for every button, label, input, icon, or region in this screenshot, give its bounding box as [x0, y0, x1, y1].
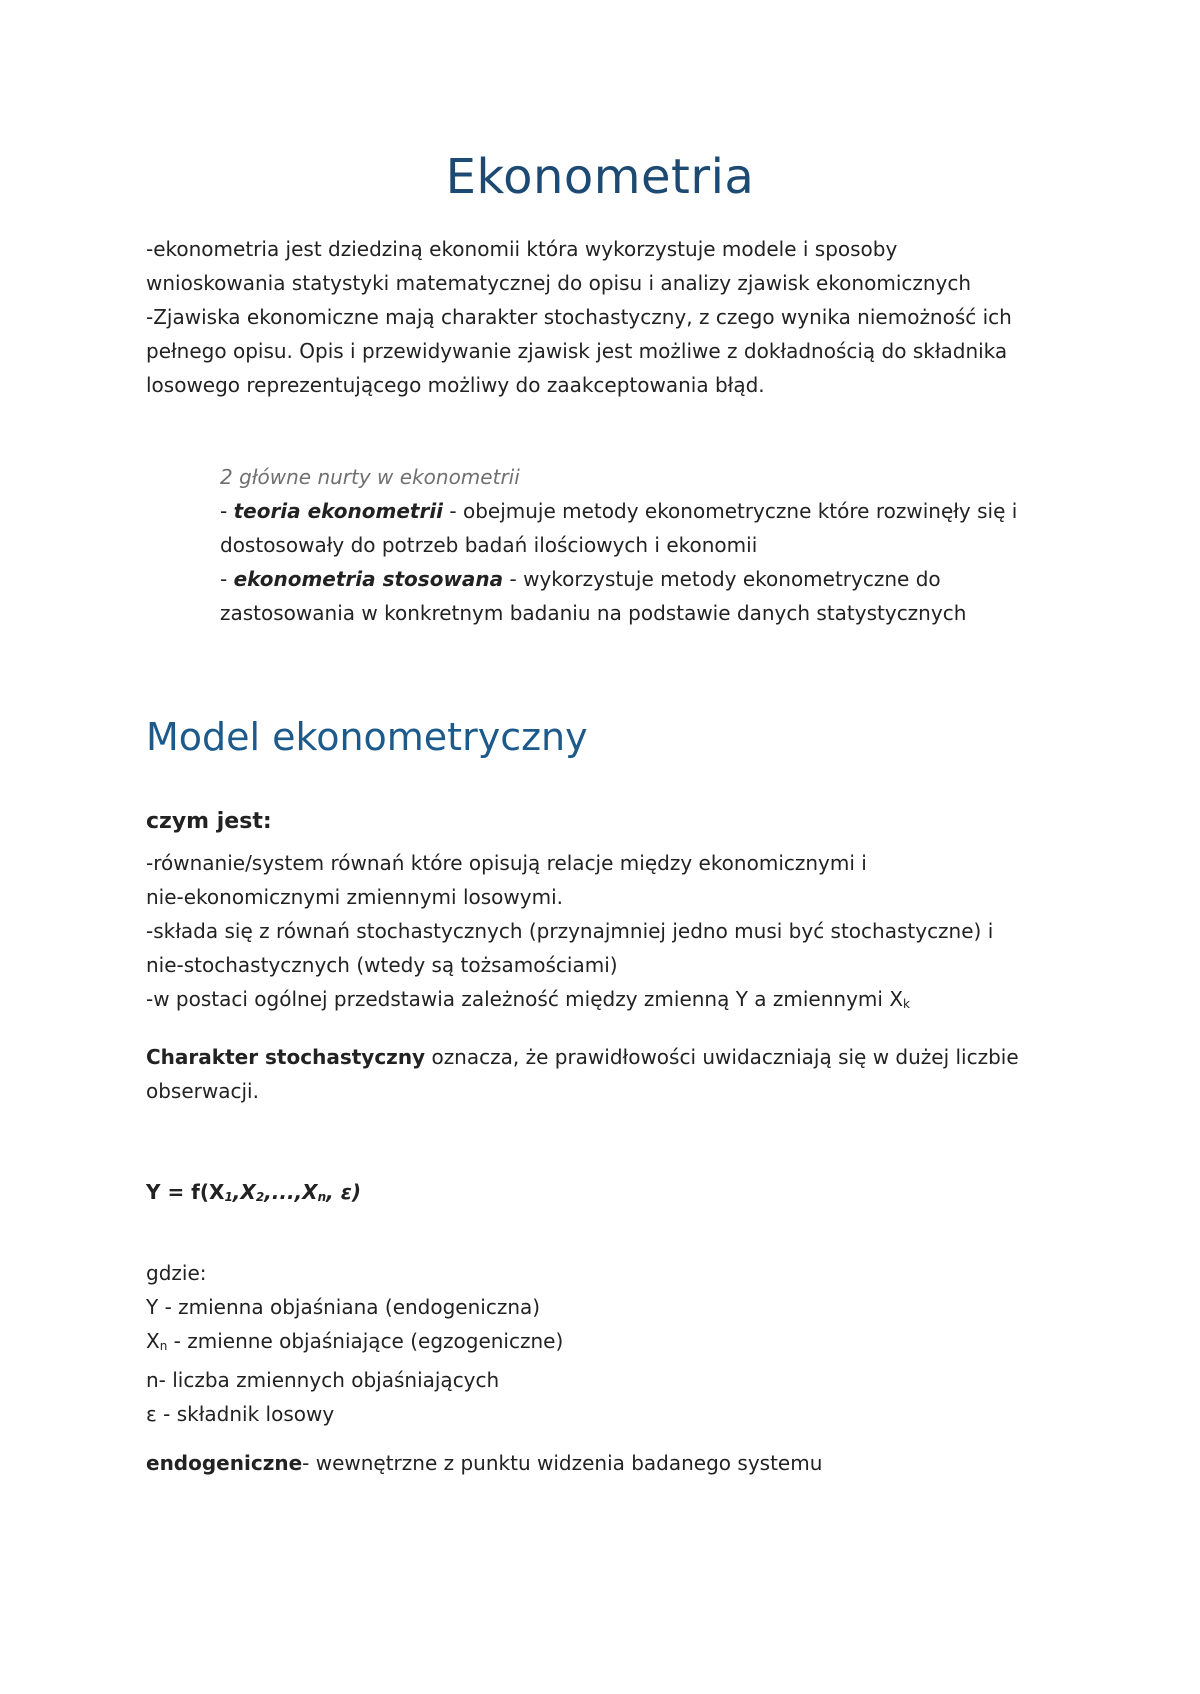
model-line-general — [146, 982, 1066, 1021]
trend-item-applied — [220, 562, 1080, 596]
trend-item-theory-cont: dostosowały do potrzeb badań ilościowych i ekonomii — [220, 533, 758, 557]
trend-desc: - obejmuje metody ekonometryczne które rozwinęły się i — [443, 499, 1018, 523]
document-title: Ekonometria — [445, 149, 755, 205]
where-label: gdzie: — [146, 1261, 207, 1285]
trend-item-theory — [220, 494, 1080, 528]
definition-x — [146, 1324, 1066, 1363]
intro-line: pełnego opisu. Opis i przewidywanie zjawisk jest możliwe z dokładnością do składnika — [146, 339, 1008, 363]
trend-term: ekonometria stosowana — [233, 567, 504, 591]
endogenous-definition — [146, 1446, 1066, 1480]
subscript: n — [159, 1339, 168, 1353]
trend-term: teoria ekonometrii — [233, 499, 444, 523]
definition-y: Y - zmienna objaśniana (endogeniczna) — [146, 1295, 541, 1319]
trend-desc: - wykorzystuje metody ekonometryczne do — [503, 567, 941, 591]
intro-line: -Zjawiska ekonomiczne mają charakter stochastyczny, z czego wynika niemożność ich — [146, 305, 1012, 329]
subscript: 1 — [224, 1190, 233, 1204]
formula-part: ,...,X — [264, 1180, 318, 1204]
model-general-text: -w postaci ogólnej przedstawia zależność między zmienną Y a zmiennymi X — [146, 987, 904, 1011]
model-line: nie-stochastycznych (wtedy są tożsamościami) — [146, 953, 618, 977]
formula-part: , ε) — [326, 1180, 361, 1204]
subscript: n — [317, 1190, 327, 1204]
stochastic-line-cont: obserwacji. — [146, 1079, 259, 1103]
stochastic-line — [146, 1040, 1066, 1074]
endogenous-line — [146, 1446, 1066, 1480]
model-line: -składa się z równań stochastycznych (przynajmniej jedno musi być stochastyczne) i — [146, 919, 994, 943]
trend-item-applied-cont: zastosowania w konkretnym badaniu na podstawie danych statystycznych — [220, 601, 967, 625]
intro-line: losowego reprezentującego możliwy do zaakceptowania błąd. — [146, 373, 765, 397]
endogenous-desc: - wewnętrzne z punktu widzenia badanego systemu — [302, 1451, 823, 1475]
intro-line: -ekonometria jest dziedziną ekonomii która wykorzystuje modele i sposoby — [146, 237, 898, 261]
definition-symbol: X — [146, 1329, 160, 1353]
definitions-list — [146, 1256, 1066, 1431]
model-definition — [146, 846, 1066, 1021]
subheading-what-is: czym jest: — [146, 809, 272, 834]
formula-part: ,X — [232, 1180, 256, 1204]
definition-n: n- liczba zmiennych objaśniających — [146, 1368, 500, 1392]
definition-text: - zmienne objaśniające (egzogeniczne) — [167, 1329, 564, 1353]
definition-epsilon: ε - składnik losowy — [146, 1402, 335, 1426]
trends-heading: 2 główne nurty w ekonometrii — [220, 465, 520, 489]
model-line: nie-ekonomicznymi zmiennymi losowymi. — [146, 885, 563, 909]
stochastic-term: Charakter stochastyczny — [146, 1045, 426, 1069]
endogenous-term: endogeniczne — [146, 1451, 303, 1475]
subscript: k — [903, 997, 910, 1011]
intro-line: wnioskowania statystyki matematycznej do opisu i analizy zjawisk ekonomicznych — [146, 271, 972, 295]
section-heading-model: Model ekonometryczny — [146, 715, 588, 759]
stochastic-desc: oznacza, że prawidłowości uwidaczniają się w dużej liczbie — [425, 1045, 1019, 1069]
formula-part: Y = f(X — [146, 1180, 225, 1204]
intro-paragraph — [146, 232, 1066, 402]
model-formula — [146, 1175, 1066, 1214]
stochastic-paragraph — [146, 1040, 1066, 1108]
trends-section — [220, 460, 1080, 630]
model-line: -równanie/system równań które opisują relacje między ekonomicznymi i — [146, 851, 867, 875]
trend-prefix: - — [220, 499, 234, 523]
subscript: 2 — [255, 1190, 265, 1204]
trend-prefix: - — [220, 567, 234, 591]
formula-line — [146, 1175, 1066, 1214]
